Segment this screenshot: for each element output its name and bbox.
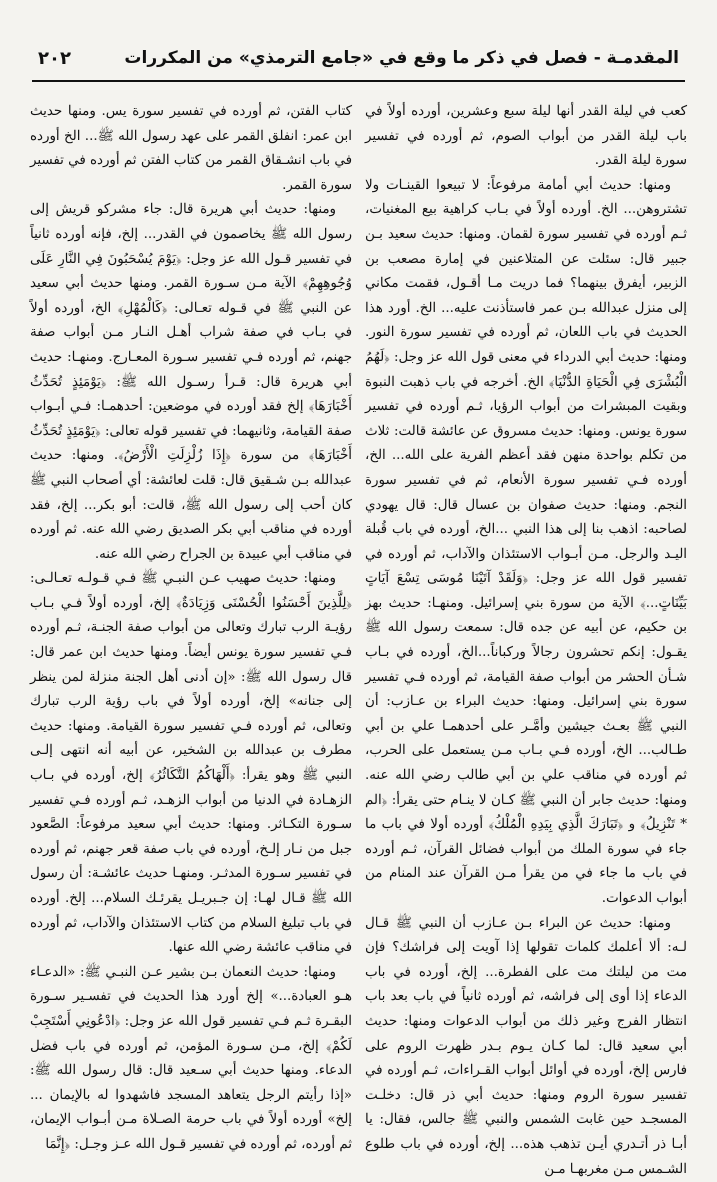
header-rule (32, 80, 685, 82)
paragraph: ومنها: حديث أبي هريرة قال: جاء مشركو قريش إلى رسول الله ﷺ يخاصمون في القدر... إلخ، فإنه أورده ثانياً في تفسير قـول الله عز وجل: ﴿يَوْمَ يُسْحَبُونَ فِي النَّارِ عَلَى وُجُوهِهِمْ﴾ الآية مـن سـورة القمر. ومنها حديث أبي سعيد عن النبي ﷺ في قـوله تعـالى: ﴿كَالْمُهْلِ﴾ الخ، أورده أولاً في بـاب في صفة شراب أهـل النـار مـن أبواب صفة جهنم، ثم أورده فـي تفسير سـورة المعـارج. ومنهـا: حديث أبي هريرة قال: قـرأ رسـول الله ﷺ: ﴿يَوْمَئِذٍ تُحَدِّثُ أَخْبَارَهَا﴾ إلخ فقد أورده في موضعين: أحدهمـا: فـي أبـواب صفة القيامة، وثانيهما: في تفسير قوله تعالى: ﴿يَوْمَئِذٍ تُحَدِّثُ أَخْبَارَهَا﴾ من سورة ﴿إِذَا زُلْزِلَتِ الْأَرْضُ﴾. ومنها: حديث عبدالله بـن شـقيق قال: قلت لعائشة: أي أصحاب النبي ﷺ كان أحب إلى رسول الله ﷺ، قالت: أبو بكر... إلخ، فقد أورده في مناقب أبي بكر الصديق رضي الله عنه. ثم أورده في مناقب أبي عبيدة بن الجراح رضي الله عنه. (30, 202, 352, 562)
right-column (365, 100, 687, 1177)
paragraph: ومنها: حديث أبي أمامة مرفوعاً: لا تبيعوا القينـات ولا تشتروهن... الخ. أورده أولاً في بـاب كراهية بيع المغنيات، ثـم أورده في تفسير سورة لقمان. ومنها: حديث سعيد بـن جبير قال: سئلت عن المتلاعنين في إمارة مصعب بن الزبير، أيفرق بينهما؟ فما دريت مـا أقـول، فقمت مكاني إلى منزل عبدالله بـن عمر فاستأذنت عليه... الخ. أورد هذا الحديث في باب اللعان، ثم أورده في تفسير سورة النور. ومنها: حديث أبي الدرداء في معنى قول الله عز وجل: ﴿لَهُمُ الْبُشْرَى فِي الْحَيَاةِ الدُّنْيَا﴾ الخ. أخرجه في باب ذهبت النبوة وبقيت المبشرات من أبواب الرؤيا، ثـم أورده في تفسير سورة يونس. ومنها: حديث مسروق عن عائشة قالت: ثلاث من تكلم بواحدة منهن فقد أعظم الفرية على الله... الخ، أورده فـي تفسير سورة الأنعام، ثم في تفسير سورة النجم. ومنها: حديث صفوان بن عسال قال: قال يهودي لصاحبه: اذهب بنا إلى هذا النبي ...الخ، أورده في باب قُبلة اليـد والرجل. مـن أبـواب الاستئذان والآداب، ثم أورده في تفسير قول الله عز وجل: ﴿وَلَقَدْ آتَيْنَا مُوسَى تِسْعَ آيَاتٍ بَيِّنَاتٍ...﴾ الآية من سورة بني إسرائيل. ومنهـا: حديث بهز بن حكيم، عن أبيه عن جده قال: سمعت رسول الله ﷺ يقـول: إنكم تحشرون رجالاً وركباناً...الخ، أورده في بـاب شـأن الحشر من أبواب صفة القيامة، ثم أورده فـي تفسير سورة بني إسرائيل. ومنها: حديث البراء بن عـازب: أن النبي ﷺ بعـث جيشين وأمَّـر على أحدهمـا علي بن أبي طـالب... الخ، أورده فـي بـاب مـن يستعمل على الحرب، ثم أورده في مناقب علي بن أبي طالب رضي الله عنه. ومنها: حديث جابر أن النبي ﷺ كـان لا ينـام حتى يقرأ: ﴿الم * تَنْزِيلُ﴾ و ﴿تَبَارَكَ الَّذِي بِيَدِهِ الْمُلْكُ﴾ أورده أولا في باب ما جاء في سورة الملك من أبواب فضائل القرآن، ثـم أورده في باب ما جاء في من يقرأ مـن القرآن عند المنام من أبواب الدعوات. (365, 177, 687, 906)
running-header (32, 44, 685, 80)
header-title: المقدمـة - فصل في ذكر ما وقع في «جامع الترمذي» من المكررات (124, 48, 679, 68)
page-number: ٢٠٢ (38, 48, 71, 69)
paragraph: كتاب الفتن، ثم أورده في تفسير سورة يس. ومنها حديث ابن عمر: انفلق القمر على عهد رسول الله ﷺ... الخ أورده في باب انشـقاق القمر من كتاب الفتن ثم أورده في تفسير سورة القمر. (30, 104, 352, 193)
paragraph: ومنها: حديث صهيب عـن النبـي ﷺ فـي قـولـه تعـالـى: ﴿لِلَّذِينَ أَحْسَنُوا الْحُسْنَى وَزِيَادَةٌ﴾ إلخ، أورده أولاً فـي بـاب رؤيـة الرب تبارك وتعالى من أبواب صفة الجنـة، ثـم أورده فـي تفسير سورة يونس أيضاً. ومنها حديث ابن عمر قال: قال رسول الله ﷺ: «إن أدنى أهل الجنة منزلة لمن ينظر إلى جنانه» إلخ، أورده أولاً في باب رؤية الرب تبارك وتعالى، ثم أورده فـي تفسير سورة القيامة. ومنها: حديث مطرف بن عبدالله بن الشخير، عن أبيه أنه انتهى إلـى النبي ﷺ وهو يقرأ: ﴿أَلْهَاكُمُ التَّكَاثُرُ﴾ إلخ، أورده في بـاب الزهـادة في الدنيا من أبواب الزهـد، ثـم أورده فـي تفسير سـورة التكـاثر. ومنها: حديث أبي سعيد مرفوعاً: الصَّعود جبل من نـار إلـخ، أورده في باب صفة قعر جهنم، ثم أورده في تفسير سـورة المدثـر. ومنهـا حديث عائشـة: أن رسول الله ﷺ قـال لهـا: إن جـبريـل يقرئـك السلام... إلخ. أورده في باب تبليغ السلام من كتاب الاستئذان والآداب، ثم أورده في مناقب عائشة رضي الله عنها. (30, 571, 352, 956)
paragraph: ومنها: حديث عن البراء بـن عـازب أن النبي ﷺ قـال لـه: ألا أعلمك كلمات تقولها إذا آويت إلى فراشك؟ فإن مت من ليلتك مت على الفطرة... إلخ، أورده في باب الدعاء إذا أوى إلى فراشه، ثم أورده ثانياً في باب بعد باب انتظار الفرج وغير ذلك من أبواب الدعوات ومنها: حديث أبي سعيد قال: لما كـان يـوم بـدر ظهرت الروم على فارس إلخ، أورده في أوائل أبواب القـراءات، ثـم أورده في تفسير سورة الروم ومنها: حديث أبي ذر قال: دخلـت المسجـد حين غابت الشمس والنبي ﷺ جالس، فقال: يا أبـا ذر أتـدري أيـن تذهب هذه... إلخ، أورده في باب طلوع الشـمس مـن مغربهـا مـن (365, 915, 687, 1177)
left-column (30, 100, 352, 1152)
paragraph: ومنها: حديث النعمان بـن بشير عـن النبـي ﷺ: «الدعـاء هـو العبادة...» إلخ أورد هذا الحديث في تفسـير سـورة البقـرة ثـم فـي تفسير قول الله عز وجل: ﴿ادْعُونِي أَسْتَجِبْ لَكُمْ﴾ إلخ، مـن سـورة المؤمن، ثم أورده في باب فضل الدعاء. ومنها حديث أبي سـعيد قال: قال رسول الله ﷺ: «إذا رأيتم الرجل يتعاهد المسجد فاشهدوا له بالإيمان ... إلخ» أورده أولاً في باب حرمة الصـلاة مـن أبـواب الإيمان، ثم أورده، ثم أورده في تفسير قـول الله عـز وجـل: ﴿إِنَّمَا (30, 964, 352, 1152)
paragraph: كعب في ليلة القدر أنها ليلة سبع وعشرين، أورده أولاً في باب ليلة القدر من أبواب الصوم، ثم أورده في تفسير سورة ليلة القدر. (365, 104, 687, 169)
